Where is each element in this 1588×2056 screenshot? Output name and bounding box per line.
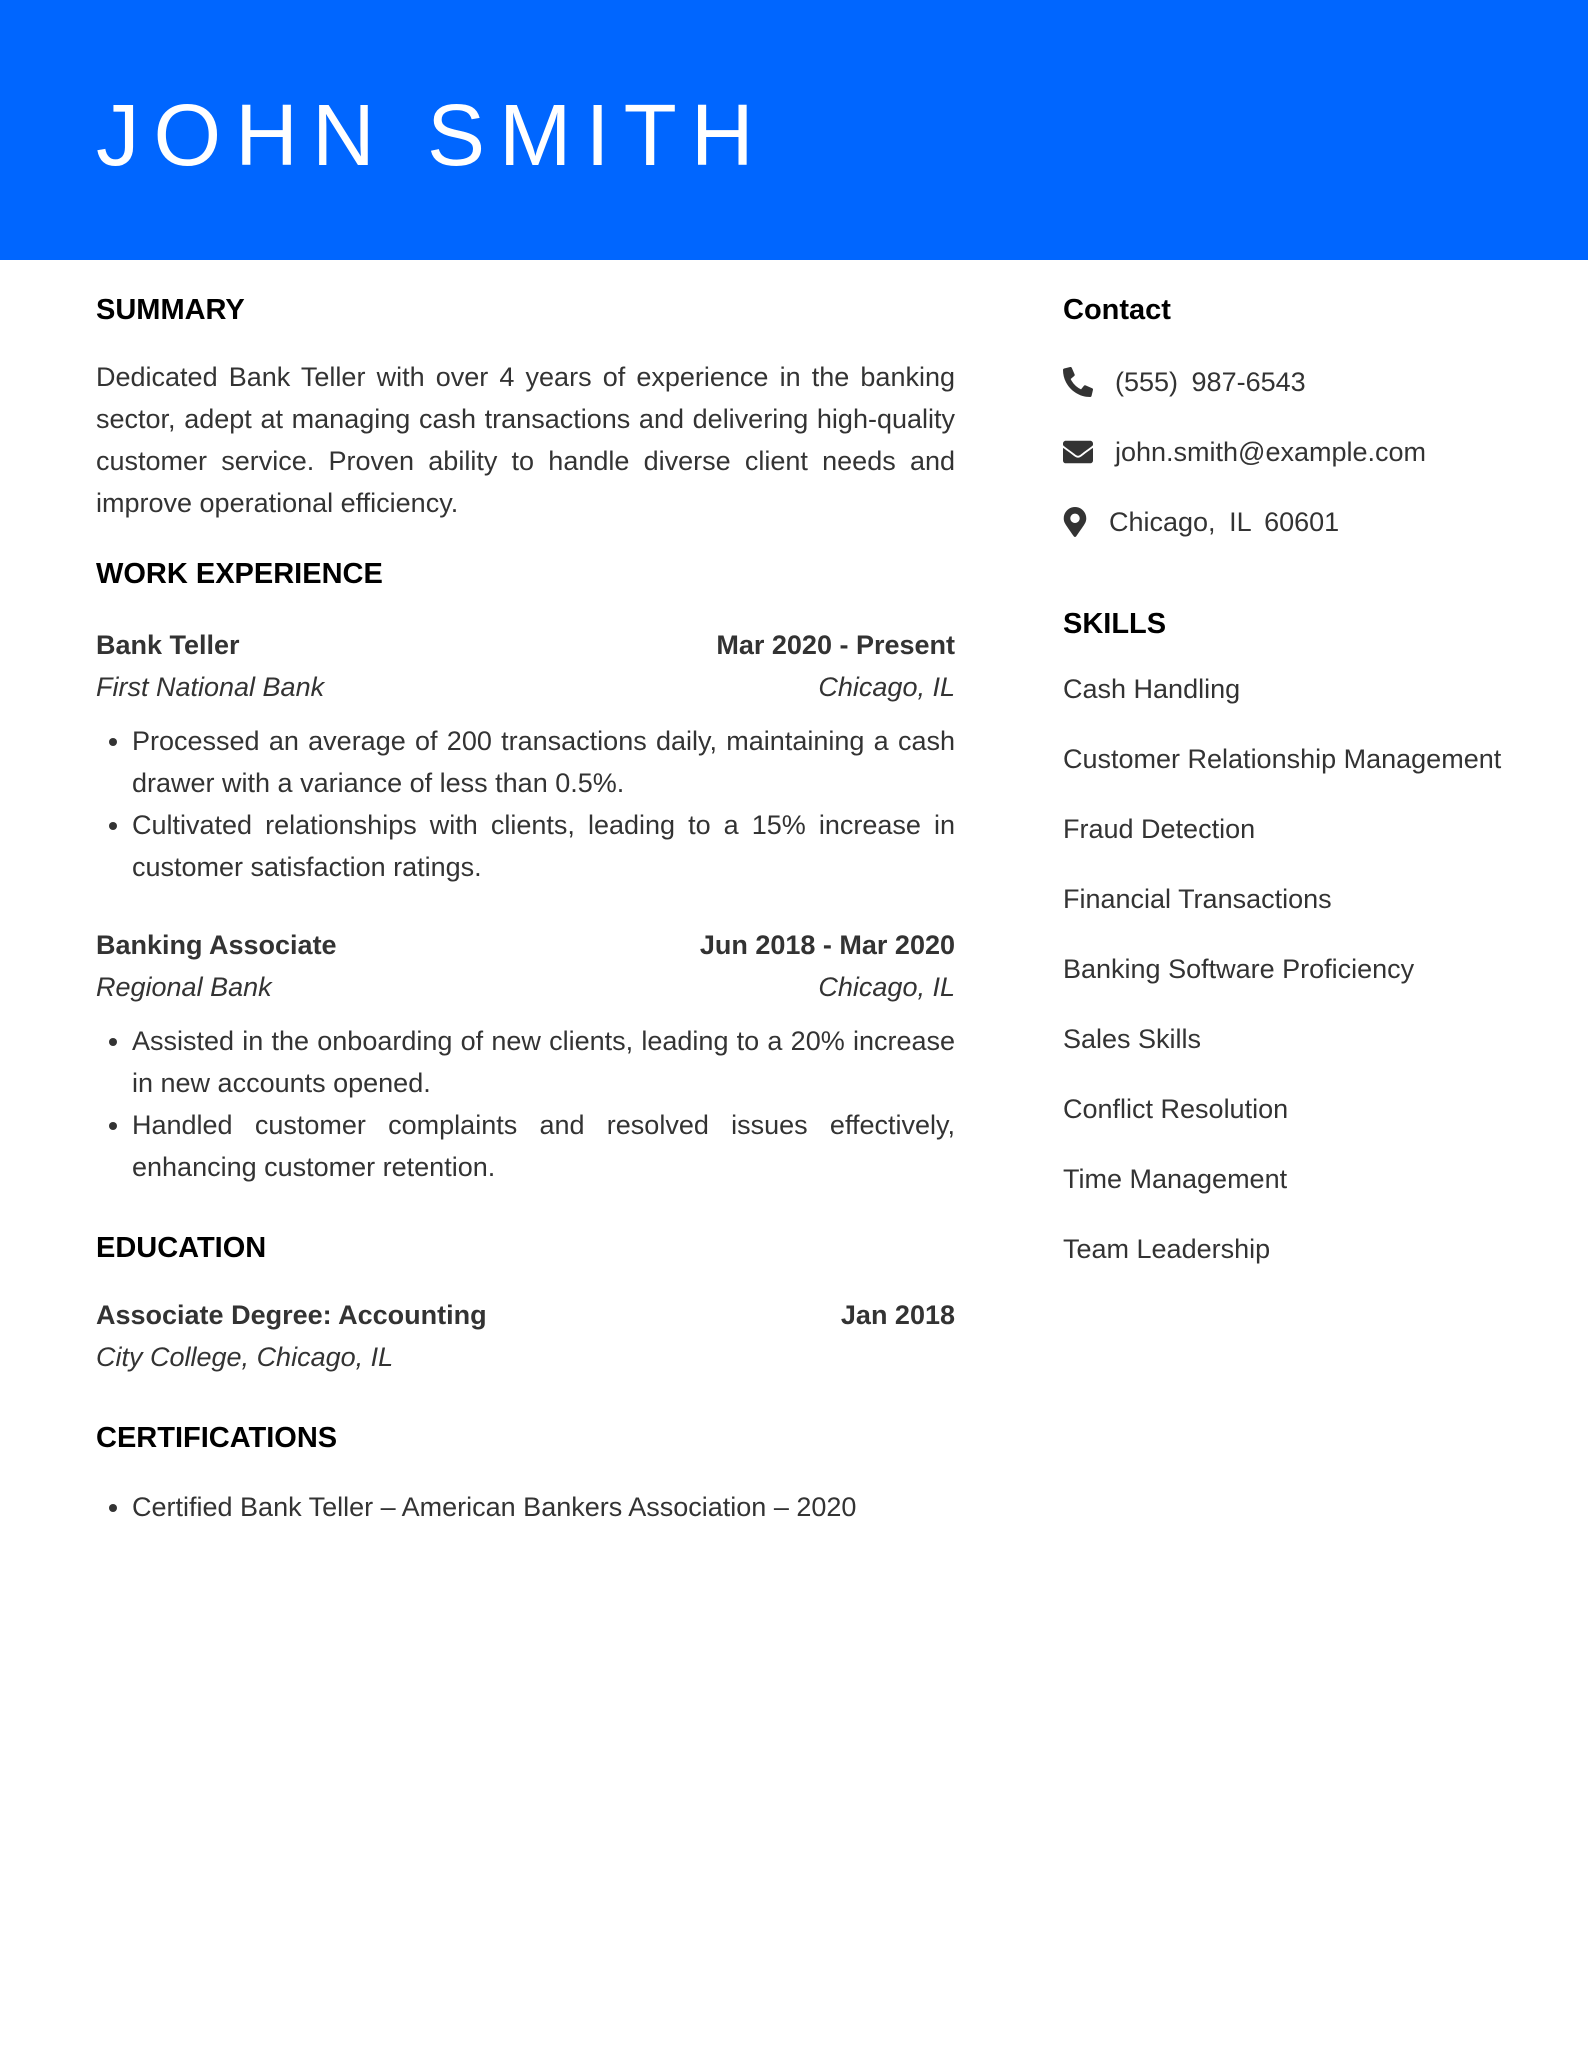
- certifications-list: [96, 1486, 955, 1528]
- candidate-name: JOHN SMITH: [96, 87, 768, 184]
- skill-item: Cash Handling: [1063, 674, 1241, 704]
- education-degree: Associate Degree: Accounting: [96, 1300, 487, 1330]
- education-heading: EDUCATION: [96, 1232, 267, 1264]
- skill-item: Banking Software Proficiency: [1063, 954, 1415, 984]
- certification-item: • Certified Bank Teller – American Bankers Association – 2020: [132, 1486, 955, 1528]
- education-date: Jan 2018: [840, 1300, 955, 1330]
- main-column: [96, 290, 955, 1528]
- contact-phone-text: (555) 987-6543: [1115, 367, 1306, 397]
- job-bullets: [96, 1020, 955, 1188]
- job-entry: [96, 624, 955, 888]
- job-company: Regional Bank: [96, 972, 272, 1002]
- job-location: Chicago, IL: [818, 672, 955, 702]
- job-location: Chicago, IL: [818, 972, 955, 1002]
- contact-email: [1063, 432, 1503, 472]
- education-entry: [96, 1294, 955, 1378]
- skill-item: Time Management: [1063, 1164, 1288, 1194]
- job-entry: [96, 924, 955, 1188]
- skill-item: Financial Transactions: [1063, 884, 1332, 914]
- sidebar-column: [1063, 290, 1503, 1298]
- job-title: Bank Teller: [96, 630, 240, 660]
- contact-location: [1063, 502, 1503, 542]
- job-bullet: • Handled customer complaints and resolved issues effectively, enhancing customer retention.: [132, 1104, 955, 1188]
- skills-heading: SKILLS: [1063, 608, 1167, 640]
- header-banner: [0, 0, 1588, 260]
- contact-phone: [1063, 362, 1503, 402]
- skill-item: Sales Skills: [1063, 1024, 1202, 1054]
- certifications-heading: CERTIFICATIONS: [96, 1422, 338, 1454]
- work-experience-heading: WORK EXPERIENCE: [96, 558, 383, 590]
- job-company: First National Bank: [96, 672, 325, 702]
- envelope-icon: [1063, 437, 1093, 467]
- job-bullet: • Cultivated relationships with clients, leading to a 15% increase in customer satisfaction ratings.: [132, 804, 955, 888]
- skill-item: Conflict Resolution: [1063, 1094, 1289, 1124]
- phone-icon: [1063, 367, 1093, 397]
- summary-text: Dedicated Bank Teller with over 4 years of experience in the banking sector, adept at managing cash transactions and delivering high-quality customer service. Proven ability to handle diverse client needs and improve operational efficiency.: [96, 362, 955, 518]
- job-bullets: [96, 720, 955, 888]
- job-dates: Mar 2020 - Present: [716, 630, 955, 660]
- job-bullet: • Assisted in the onboarding of new clients, leading to a 20% increase in new accounts opened.: [132, 1020, 955, 1104]
- job-bullet: • Processed an average of 200 transactions daily, maintaining a cash drawer with a variance of less than 0.5%.: [132, 720, 955, 804]
- skill-item: Customer Relationship Management: [1063, 744, 1502, 774]
- skill-item: Team Leadership: [1063, 1234, 1271, 1264]
- map-pin-icon: [1063, 507, 1087, 537]
- job-dates: Jun 2018 - Mar 2020: [699, 930, 955, 960]
- skills-list: [1063, 668, 1503, 1270]
- contact-heading: Contact: [1063, 294, 1171, 326]
- skill-item: Fraud Detection: [1063, 814, 1256, 844]
- contact-email-text: john.smith@example.com: [1115, 437, 1427, 467]
- education-school: City College, Chicago, IL: [96, 1342, 394, 1372]
- summary-heading: SUMMARY: [96, 294, 245, 326]
- job-title: Banking Associate: [96, 930, 337, 960]
- contact-location-text: Chicago, IL 60601: [1109, 507, 1340, 537]
